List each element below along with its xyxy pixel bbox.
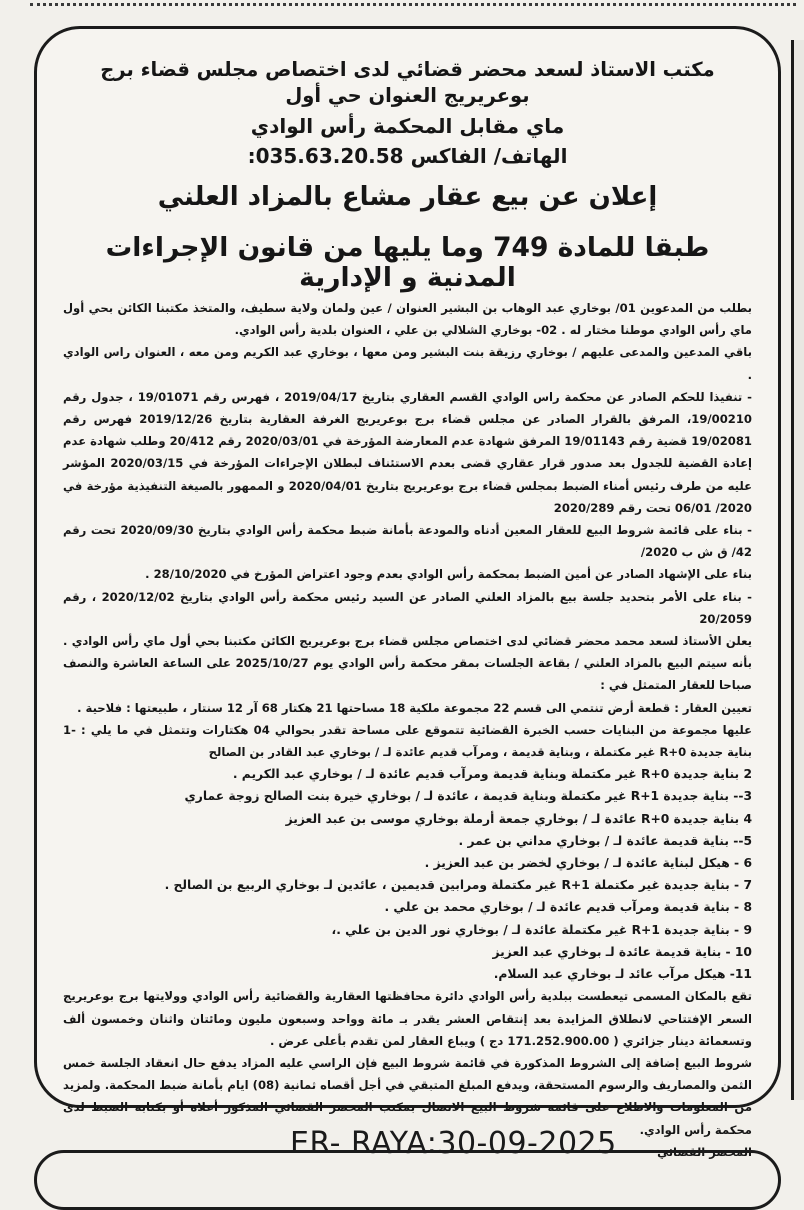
top-dotted-border (30, 3, 796, 10)
paragraph-hearing-order: - بناء على الأمر بتحديد جلسة بيع بالمزاد العلني الصادر عن السيد رئيس محكمة رأس الوادي بتاريخ 2020/12/02 ، رقم 20/2059 (63, 589, 752, 626)
office-header-line1: مكتب الاستاذ لسعد محضر قضائي لدى اختصاص مجلس قضاء برج بوعريريج العنوان حي أول (100, 58, 715, 107)
adjacent-column-edge (791, 40, 804, 1100)
office-phone-fax: الهاتف/ الفاكس 035.63.20.58: (247, 144, 568, 168)
paragraph-buildings-intro: عليها مجموعة من البنايات حسب الخبرة القضائية تتموقع على مساحة تقدر بحوالي 04 هكتارات وتتمثل في ما يلي : -1 بناية جديدة R+0 غير مكتملة ، وبناية قديمة ، ومرآب قديم عائدة لـ / بوخاري عبد القادر بن الصالح (63, 722, 752, 760)
next-notice-box-edge (34, 1150, 781, 1210)
paragraph-no-objection: بناء على الإشهاد الصادر عن أمين الضبط بمحكمة رأس الوادي بعدم وجود اعتراض المؤرخ في 28/10/2020 . (145, 567, 752, 582)
paragraph-payment-terms: شروط البيع إضافة إلى الشروط المذكورة في قائمة شروط البيع فإن الراسي عليه المزاد يدفع حال انعقاد الجلسة خمس الثمن والمصاريف والرسوم المستحقة، ويدفع المبلغ المتبقي في أجل أقصاه ثمانية (08) ايام بأمانة ضبط المحكمة. ولمزيد من المعلومات والاطلاع على قائمة شروط البيع الاتصال بمكتب المحضر القضائي المذكور أعلاه أو بكتابة الضبط لدى محكمة رأس الوادي. (63, 1055, 752, 1137)
list-item: 2 بناية جديدة R+0 غير مكتملة وبناية قديمة ومرآب قديم عائدة لـ / بوخاري عبد الكريم . (232, 767, 752, 782)
list-item: 3-- بناية جديدة R+1 غير مكتملة وبناية قديمة ، عائدة لـ / بوخاري خيرة بنت الصالح زوجة عماري (184, 789, 752, 804)
paragraph-sale-conditions: - بناء على قائمة شروط البيع للعقار المعين أدناه والمودعة بأمانة ضبط محكمة رأس الوادي بتاريخ 2020/09/30 تحت رقم 42/ ق ش ب 2020/ (63, 523, 752, 560)
list-item: 4 بناية جديدة R+0 عائدة لـ / بوخاري جمعة أرملة بوخاري موسى بن عبد العزيز (285, 811, 752, 826)
paragraph-property-designation: تعيين العقار : قطعة أرض تنتمي الى قسم 22 مجموعة ملكية 18 مساحتها 21 هكتار 68 آر 12 سنتار ، طبيعتها : فلاحية . (77, 700, 752, 715)
list-item: 6 - هيكل لبناية عائدة لـ / بوخاري لخضر بن عبد العزيز . (424, 856, 752, 871)
paragraph-requesters: بطلب من المدعوين 01/ بوخاري عبد الوهاب بن البشير العنوان / عين ولمان ولاية سطيف، والمتخذ مكتبنا الكائن بحي أول ماي رأس الوادي موطنا مختار له . 02- بوخاري الشلالي بن علي ، العنوان بلدية رأس الوادي. (63, 301, 752, 338)
paragraph-parties: باقي المدعين والمدعى عليهم / بوخاري رزيقة بنت البشير ومن معها ، بوخاري عبد الكريم ومن معه ، العنوان راس الوادي . (63, 345, 752, 382)
list-item: 11- هيكل مرآب عائد لـ بوخاري عبد السلام. (493, 967, 752, 982)
signature: المحضر القضائي (657, 1144, 752, 1159)
source-date-tag: ER- RAYA:30-09-2025 (290, 1126, 617, 1161)
notice-title: إعلان عن بيع عقار مشاع بالمزاد العلني (157, 182, 658, 212)
office-header-line2: ماي مقابل المحكمة رأس الوادي (250, 114, 565, 138)
paragraph-location-price: تقع بالمكان المسمى تيعطست ببلدية رأس الوادي دائرة محافظتها العقارية والقضائية رأس الوادي وولايتها برج بوعريريج السعر الإفتتاحي لانطلاق المزايدة بعد إنتقاص العشر يقدر بـ مائة وواحد وسبعون مليون ومائتان واثنان وخمسون ألف وتسعمائة دينار جزائري ( 171.252.900.00 دج ) ويباع العقار لمن تقدم بأعلى عرض . (63, 989, 752, 1048)
paragraph-announcement: يعلن الأستاذ لسعد محمد محضر قضائي لدى اختصاص مجلس قضاء برج بوعريريج الكائن مكتبنا بحي أول ماي رأس الوادي . بأنه سيتم البيع بالمزاد العلني / بقاعة الجلسات بمقر محكمة رأس الوادي يوم 2025/10/27 على الساعة العاشرة والنصف صباحا للعقار المتمثل في : (63, 634, 752, 693)
notice-body (63, 297, 752, 1141)
notice-legal-basis: طبقا للمادة 749 وما يليها من قانون الإجراءات المدنية و الإدارية (105, 232, 710, 293)
building-list (63, 763, 752, 985)
list-item: 7 - بناية جديدة غير مكتملة R+1 غير مكتملة ومرابين قديمين ، عائدين لـ بوخاري الربيع بن الصالح . (164, 878, 752, 893)
list-item: 8 - بناية قديمة ومرآب قديم عائدة لـ / بوخاري محمد بن علي . (384, 900, 752, 915)
list-item: 9 - بناية جديدة R+1 غير مكتملة عائدة لـ / بوخاري نور الدين بن علي .، (331, 922, 752, 937)
list-item: 10 - بناية قديمة عائدة لـ بوخاري عبد العزيز (492, 944, 752, 959)
paragraph-judgment: - تنفيذا للحكم الصادر عن محكمة راس الوادي القسم العقاري بتاريخ 2019/04/17 ، فهرس رقم 19/01071 ، جدول رقم 19/00210، المرفق بالقرار الصادر عن مجلس قضاء برج بوعريريج الغرفة العقارية بتاريخ 2019/12/26 فهرس رقم 19/02081 قضية رقم 19/01143 المرفق شهادة عدم المعارضة المؤرخة في 2020/03/01 رقم 20/412 وطلب شهادة عدم إعادة القضية للجدول بعد صدور قرار عقاري قضى بعدم الاستئناف لبطلان الإجراءات المؤرخة في 2020/03/15 المؤشر عليه من طرف رئيس أمناء الضبط بمجلس قضاء برج بوعريريج بتاريخ 2020/04/01 و الممهور بالصيغة التنفيذية مؤرخة في 2020/ 06/01 تحت رقم 2020/289 (63, 389, 752, 515)
list-item: 5-- بناية قديمة عائدة لـ / بوخاري مداني بن عمر . (458, 833, 752, 848)
